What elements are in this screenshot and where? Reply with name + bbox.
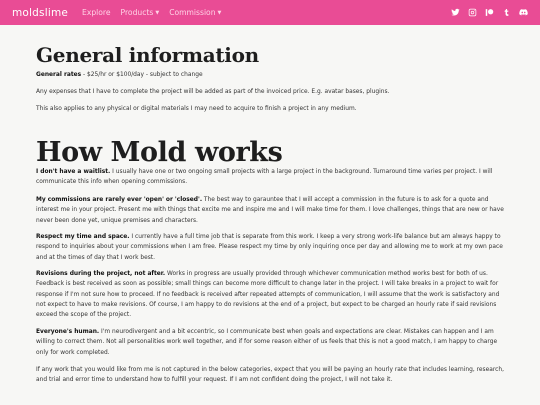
open-closed-text: The best way to garauntee that I will accept a commission in the future is to ask for a quote and interest me in your project. Present me with things that excite me and inspire me and I will make time for them. I love challenges, things that are new or have never been done yet, unique premises and characters. [36,197,504,224]
general-rates-text: - $25/hr or $100/day - subject to change [81,72,203,78]
revisions-label: Revisions during the project, not after. [36,271,166,277]
revisions-text: Works in progress are usually provided through whichever communication method works best for both of us. Feedback is best received as soon as possible; small things can become more difficult to change later in the project. I will take breaks in a project to wait for response if I'm not sure how to proceed. If no feedback is received after repeated attempts of communication, I will assume that the work is satisfactory and not expect to have to make revisions. Of course, I am happy to do revisions at the end of a project, but expect to be charged an hourly rate if said revisions exceed the scope of the project. [36,271,500,319]
materials-paragraph: This also applies to any physical or digital materials I may need to acquire to finish a project in any medium. [36,106,357,112]
instagram-icon[interactable] [468,8,477,17]
respect-time-paragraph [36,232,504,263]
social-links [451,8,528,17]
revisions-paragraph [36,269,504,320]
nav-links [82,8,221,17]
expenses-paragraph: Any expenses that I have to complete the project will be added as part of the invoiced price. E.g. avatar bases, plugins. [36,89,390,95]
open-closed-label: My commissions are rarely ever 'open' or 'closed'. [36,197,203,203]
chevron-down-icon: ▼ [217,9,222,16]
how-mold-works-heading: How Mold works [36,137,283,168]
discord-icon[interactable] [519,8,528,17]
waitlist-text: I usually have one or two ongoing small projects with a large project in the background. Turnaround time varies per project. I will communicate this info when opening commissions. [36,169,493,186]
patreon-icon[interactable] [485,8,494,17]
nav-explore[interactable]: Explore [82,8,111,17]
waitlist-paragraph [36,167,504,188]
tumblr-icon[interactable] [502,8,511,17]
hourly-rate-text: If any work that you would like from me is not captured in the below categories, expect that you will be paying an hourly rate that includes learning, research, and trial and error time to understand how to fulfill your request. If I am not confident doing the project, I will not take it. [36,367,504,384]
chevron-down-icon: ▼ [155,9,160,16]
brand-logo[interactable]: moldslime [12,6,69,19]
nav-commission-dropdown[interactable]: Commission ▼ [169,8,222,17]
general-rates-label: General rates [36,72,82,78]
main-content [0,25,540,405]
open-closed-paragraph [36,195,504,226]
general-rates [36,70,504,80]
everyone-human-label: Everyone's human. [36,329,100,335]
nav-products-dropdown[interactable]: Products ▼ [120,8,160,17]
top-navbar [0,0,540,25]
respect-time-text: I currently have a full time job that is separate from this work. I keep a very strong work-life balance but am always happy to respond to inquiries about your commissions when I am free. Please respect my time by only inquiring once per day and allowing me to work at my own pace and at the times of day that I work best. [36,234,503,261]
everyone-human-text: I'm neurodivergent and a bit eccentric, so I communicate best when goals and expectations are clear. Mistakes can happen and I am willing to correct them. Not all personalities work well together, and if for some reason either of us feels that this is not a good match, I am happy to charge only for work completed. [36,329,498,356]
hourly-rate-paragraph [36,365,504,386]
respect-time-label: Respect my time and space. [36,234,130,240]
general-info-heading: General information [36,43,259,67]
waitlist-label: I don't have a waitlist. [36,169,111,175]
twitter-icon[interactable] [451,8,460,17]
everyone-human-paragraph [36,327,504,358]
